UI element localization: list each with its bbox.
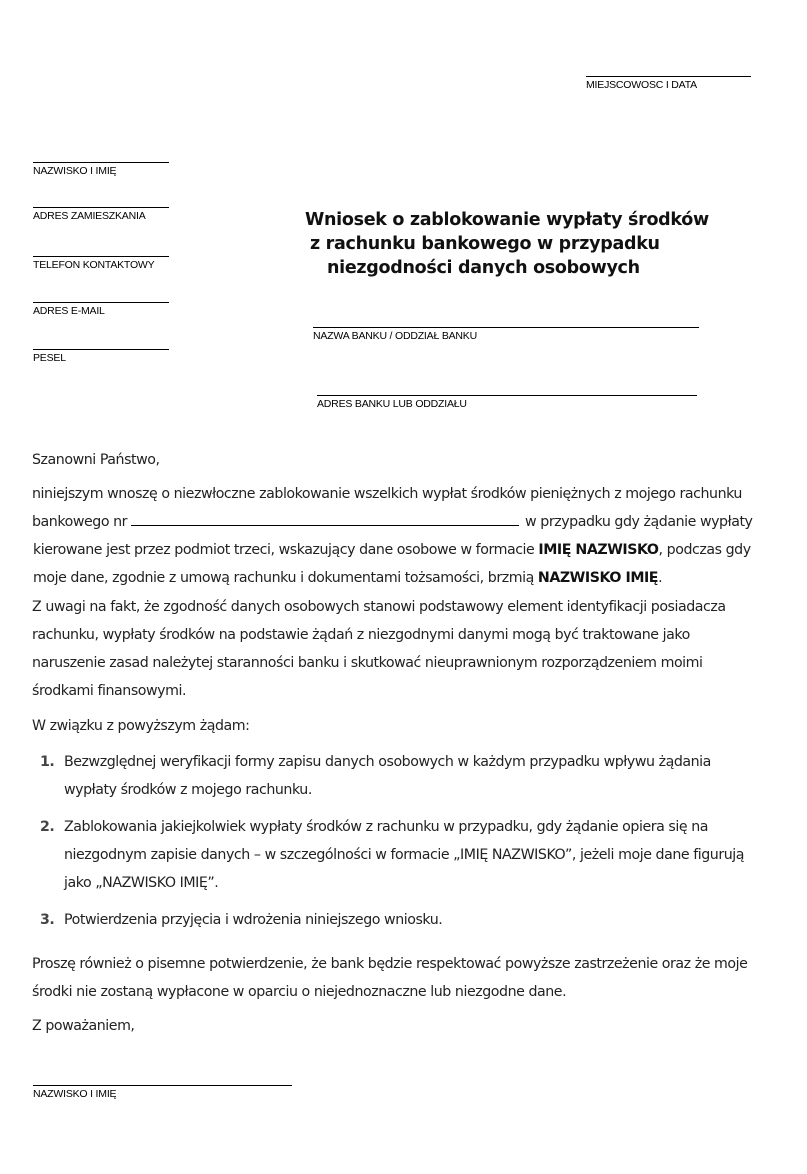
p1-line-2-after: w przypadku gdy żądanie wypłaty xyxy=(525,514,753,530)
sender-phone-field[interactable] xyxy=(33,256,169,271)
demand-2-line-3: jako „NAZWISKO IMIĘ”. xyxy=(64,875,219,891)
salutation: Szanowni Państwo, xyxy=(32,452,160,468)
signature-line xyxy=(33,1085,292,1086)
paragraph-3 xyxy=(32,950,747,1006)
p2-line-4: środkami finansowymi. xyxy=(32,683,187,699)
account-number-field[interactable] xyxy=(131,512,519,526)
p3-line-2: środki nie zostaną wypłacone w oparciu o niejednoznaczne lub niezgodne dane. xyxy=(32,984,567,1000)
demand-2-line-1: Zablokowania jakiejkolwiek wypłaty środków z rachunku w przypadku, gdy żądanie opiera się na xyxy=(64,819,708,835)
sender-address-line xyxy=(33,207,169,208)
p2-line-3: naruszenie zasad należytej staranności banku i skutkować nieuprawnionym rozporządzeniem moimi xyxy=(32,655,703,671)
paragraph-1 xyxy=(32,480,753,592)
bank-address-line xyxy=(317,395,697,396)
title-line-3: niezgodności danych osobowych xyxy=(327,258,640,278)
demand-2-line-2: niezgodnym zapisie danych – w szczególności w formacie „IMIĘ NAZWISKO”, jeżeli moje dane figurują xyxy=(64,847,745,863)
place-date-line xyxy=(586,76,751,77)
bank-name-label: NAZWA BANKU / ODDZIAŁ BANKU xyxy=(313,330,477,342)
p3-line-1: Proszę również o pisemne potwierdzenie, że bank będzie respektować powyższe zastrzeżenie oraz że moje xyxy=(32,956,748,972)
p2-line-2: rachunku, wypłaty środków na podstawie żądań z niezgodnymi danymi mogą być traktowane jako xyxy=(32,627,690,643)
demand-3-line-1: Potwierdzenia przyjęcia i wdrożenia niniejszego wniosku. xyxy=(64,912,443,928)
document-title xyxy=(298,208,708,280)
format-imie-nazwisko: IMIĘ NAZWISKO xyxy=(538,542,659,558)
p1-line-3-after: , podczas gdy xyxy=(658,542,751,558)
p2-line-1: Z uwagi na fakt, że zgodność danych osobowych stanowi podstawowy element identyfikacji posiadacza xyxy=(32,599,726,615)
bank-address-label: ADRES BANKU LUB ODDZIAŁU xyxy=(317,398,467,410)
demand-number: 2. xyxy=(40,819,55,835)
demand-number: 1. xyxy=(40,754,55,770)
sender-pesel-line xyxy=(33,349,169,350)
place-date-label: MIEJSCOWOSC I DATA xyxy=(586,79,697,91)
sender-address-label: ADRES ZAMIESZKANIA xyxy=(33,210,146,222)
p1-line-4-before: moje dane, zgodnie z umową rachunku i dokumentami tożsamości, brzmią xyxy=(33,570,538,586)
demand-item-3 xyxy=(40,906,744,934)
sender-phone-line xyxy=(33,256,169,257)
sender-address-field[interactable] xyxy=(33,207,169,222)
demand-1-line-2: wypłaty środków z mojego rachunku. xyxy=(64,782,312,798)
title-line-1: Wniosek o zablokowanie wypłaty środków xyxy=(305,210,709,230)
closing: Z poważaniem, xyxy=(32,1018,135,1034)
sender-pesel-field[interactable] xyxy=(33,349,169,364)
p1-line-2 xyxy=(32,508,753,536)
sender-email-line xyxy=(33,302,169,303)
place-date-field[interactable] xyxy=(586,76,751,91)
sender-email-label: ADRES E-MAIL xyxy=(33,305,105,317)
sender-name-label: NAZWISKO I IMIĘ xyxy=(33,165,117,177)
paragraph-2 xyxy=(32,593,726,705)
demand-item-1 xyxy=(40,748,744,804)
title-line-2: z rachunku bankowego w przypadku xyxy=(310,234,660,254)
bank-address-field[interactable] xyxy=(317,395,697,410)
sender-email-field[interactable] xyxy=(33,302,169,317)
format-nazwisko-imie: NAZWISKO IMIĘ xyxy=(537,570,659,586)
p1-line-4 xyxy=(32,564,753,592)
demands-intro: W związku z powyższym żądam: xyxy=(32,718,250,734)
p1-line-3-before: kierowane jest przez podmiot trzeci, wskazujący dane osobowe w formacie xyxy=(33,542,539,558)
bank-name-line xyxy=(313,327,699,328)
sender-pesel-label: PESEL xyxy=(33,352,66,364)
p1-line-3 xyxy=(32,536,753,564)
sender-name-field[interactable] xyxy=(33,162,169,177)
sender-phone-label: TELEFON KONTAKTOWY xyxy=(33,259,155,271)
demand-1-line-1: Bezwzględnej weryfikacji formy zapisu danych osobowych w każdym przypadku wpływu żądania xyxy=(64,754,711,770)
p1-line-2-before: bankowego nr xyxy=(32,514,128,530)
demand-item-2 xyxy=(40,813,744,897)
demands-list xyxy=(40,748,744,934)
demand-number: 3. xyxy=(40,912,55,928)
signature-field[interactable] xyxy=(33,1085,292,1100)
p1-line-1: niniejszym wnoszę o niezwłoczne zablokowanie wszelkich wypłat środków pieniężnych z mojego rachunku xyxy=(32,486,742,502)
sender-name-line xyxy=(33,162,169,163)
p1-line-4-after: . xyxy=(658,570,663,586)
bank-name-field[interactable] xyxy=(313,327,699,342)
signature-label: NAZWISKO I IMIĘ xyxy=(33,1088,117,1100)
